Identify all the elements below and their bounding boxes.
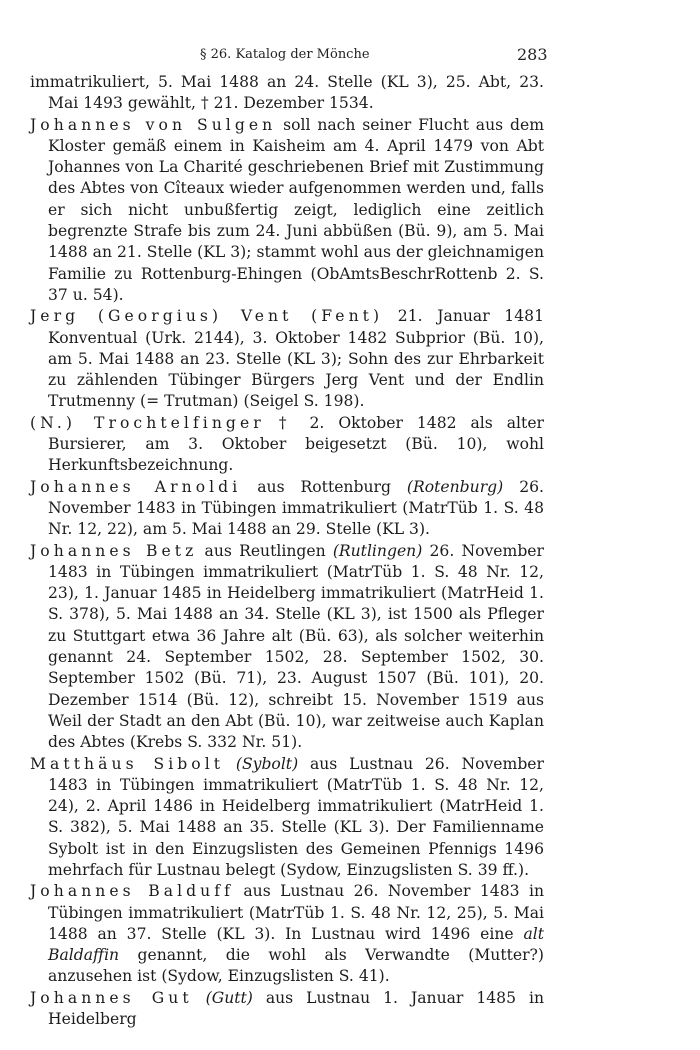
name-variant: alt Baldaffin: [48, 924, 544, 965]
entry-johannes-balduff: [30, 881, 544, 987]
entry-text-end: genannt, die wohl als Verwandte (Mutter?) anzusehen ist (Sydow, Einzugslisten S. 41).: [48, 946, 544, 986]
monk-name: Johannes Gut: [30, 988, 193, 1007]
running-header: § 26. Katalog der Mönche: [200, 47, 370, 62]
entry-text: immatrikuliert, 5. Mai 1488 an 24. Stelle (KL 3), 25. Abt, 23. Mai 1493 gewählt, † 21. Dezember 1534.: [30, 73, 544, 113]
entry-text: aus Lustnau 26. November 1483 in Tübingen immatrikuliert (MatrTüb 1. S. 48 Nr. 12, 25), 5. Mai 1488 an 37. Stelle (KL 3). In Lustnau wird 1496 eine: [48, 882, 545, 943]
monk-name: Matthäus Sibolt: [30, 754, 225, 773]
page-number: 283: [517, 45, 548, 64]
entry-text: † 2. Oktober 1482 als alter Bursierer, am 3. Oktober beigesetzt (Bü. 10), wohl Herkunftsbezeichnung.: [48, 413, 544, 475]
monk-name: Jerg (Georgius) Vent (Fent): [30, 307, 384, 326]
entry-text: 26. November 1483 in Tübingen immatrikuliert (MatrTüb 1. S. 48 Nr. 12, 22), am 5. Mai 1488 an 29. Stelle (KL 3).: [48, 477, 544, 539]
name-variant: (Rotenburg): [406, 477, 504, 496]
entry-matthaeus-sibolt: [30, 754, 544, 882]
monk-name: Johannes Arnoldi: [30, 477, 242, 496]
entry-origin: [224, 755, 236, 773]
monk-name: Johannes von Sulgen: [30, 115, 277, 134]
entry-text: aus Lustnau 26. November 1483 in Tübingen immatrikuliert (MatrTüb 1. S. 48 Nr. 12, 24), 2. April 1486 in Heidelberg immatrikuliert (MatrHeid 1. S. 382), 5. Mai 1488 an 35. Stelle (KL 3). Der Familienname Sybolt ist in den Einzugslisten des Gemeinen Pfennigs 1496 mehrfach für Lustnau belegt (Sydow, Einzugslisten S. 39 ff.).: [48, 754, 544, 879]
name-variant: (Sybolt): [235, 754, 299, 773]
entry-text: aus Lustnau 1. Januar 1485 in Heidelberg: [48, 988, 544, 1029]
monk-name: Johannes Balduff: [30, 882, 234, 901]
entry-continuation: [30, 72, 544, 115]
entry-trochtelfinger: [30, 413, 544, 477]
monk-name: (N.) Trochtelfinger: [30, 413, 265, 432]
entry-johannes-gut: [30, 988, 544, 1031]
entry-origin: aus Rottenburg: [241, 477, 407, 496]
entry-johannes-betz: [30, 541, 544, 754]
entry-johannes-von-sulgen: [30, 115, 544, 307]
entry-text: soll nach seiner Flucht aus dem Kloster gemäß einem in Kaisheim am 4. April 1479 von Abt Johannes von La Charité geschriebenen Brief mit Zustimmung des Abtes von Cîteaux wieder aufgenommen werden und, falls er sich nicht unbußfertig zeigt, lediglich eine zeitlich begrenzte Strafe bis zum 24. Juni abbüßen (Bü. 9), am 5. Mai 1488 an 21. Stelle (KL 3); stammt wohl aus der gleichnamigen Familie zu Rottenburg-Ehingen (ObAmtsBeschrRottenb 2. S. 37 u. 54).: [48, 115, 544, 304]
monk-name: Johannes Betz: [30, 541, 198, 560]
entry-johannes-arnoldi: [30, 477, 544, 541]
entry-origin: aus Reutlingen: [197, 541, 333, 560]
entry-origin: [193, 989, 206, 1007]
entry-jerg-vent: [30, 306, 544, 412]
name-variant: (Rutlingen): [332, 541, 423, 560]
catalog-body: [30, 72, 544, 1030]
entry-text: 26. November 1483 in Tübingen immatrikuliert (MatrTüb 1. S. 48 Nr. 12, 23), 1. Januar 1485 in Heidelberg immatrikuliert (MatrHeid 1. S. 378), 5. Mai 1488 an 34. Stelle (KL 3), ist 1500 als Pfleger zu Stuttgart etwa 36 Jahre alt (Bü. 63), als solcher weiterhin genannt 24. September 1502, 28. September 1502, 30. September 1502 (Bü. 71), 23. August 1507 (Bü. 101), 20. Dezember 1514 (Bü. 12), schreibt 15. November 1519 aus Weil der Stadt an den Abt (Bü. 10), war zeitweise auch Kaplan des Abtes (Krebs S. 332 Nr. 51).: [48, 541, 544, 752]
entry-text: 21. Januar 1481 Konventual (Urk. 2144), 3. Oktober 1482 Subprior (Bü. 10), am 5. Mai 1488 an 23. Stelle (KL 3); Sohn des zur Ehrbarkeit zu zählenden Tübinger Bürgers Jerg Vent und der Endlin Trutmenny (= Trutman) (Seigel S. 198).: [48, 307, 544, 411]
name-variant: (Gutt): [205, 988, 253, 1007]
